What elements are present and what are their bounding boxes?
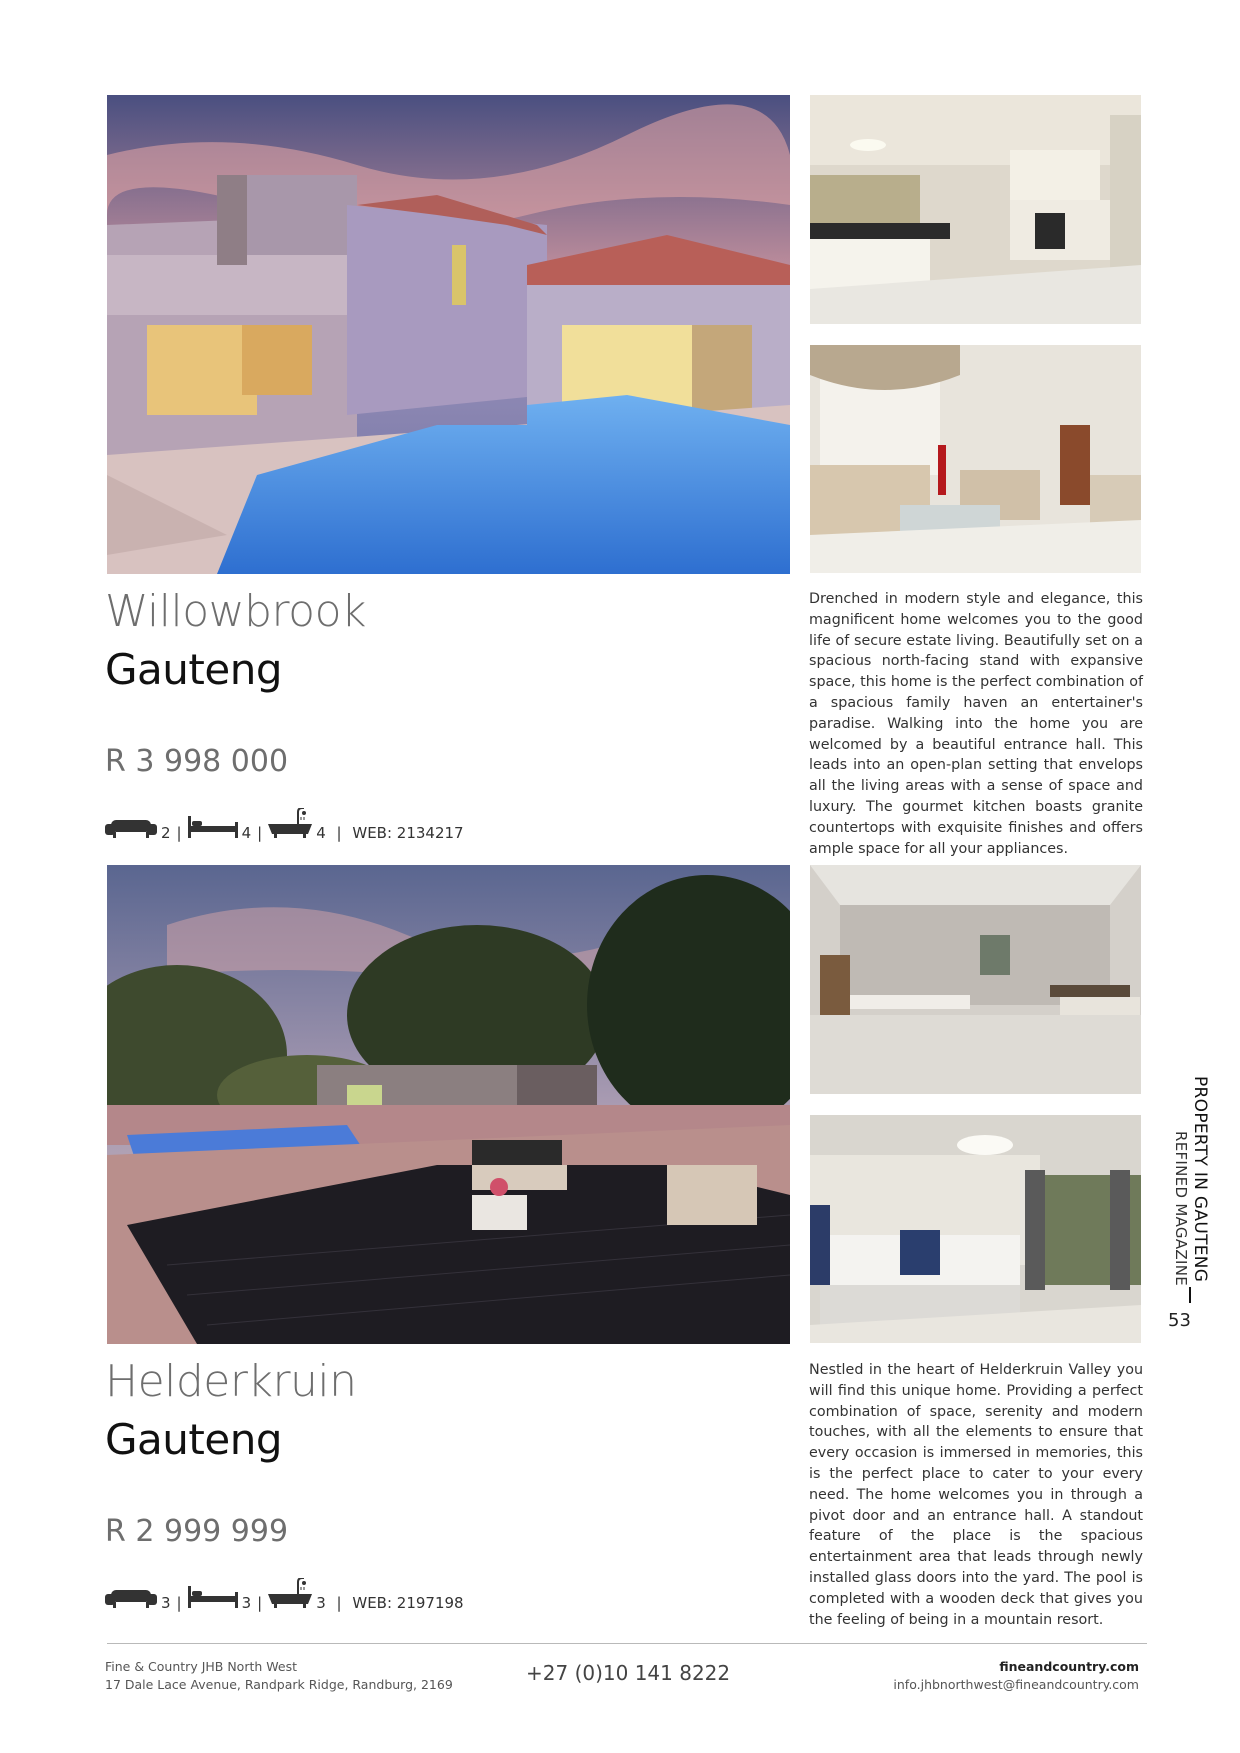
footer-phone[interactable]: +27 (0)10 141 8222 (526, 1661, 731, 1685)
listing-1-kitchen-photo (810, 95, 1141, 324)
separator: | (331, 1594, 347, 1612)
sofa-icon (105, 814, 157, 842)
footer-website[interactable]: fineandcountry.com (999, 1659, 1139, 1674)
listing-1-baths: 4 (316, 824, 326, 842)
bath-icon (268, 808, 312, 842)
footer-divider (107, 1643, 1147, 1644)
listing-1-specs (105, 812, 464, 842)
separator: | (176, 1594, 182, 1612)
listing-1-main-photo (107, 95, 790, 574)
separator: | (257, 1594, 263, 1612)
listing-1-lounges: 2 (161, 824, 171, 842)
separator: | (331, 824, 347, 842)
listing-2-bedroom-photo (810, 1115, 1141, 1343)
bath-icon (268, 1578, 312, 1612)
listing-2-region: Gauteng (105, 1415, 282, 1464)
listing-2-main-photo (107, 865, 790, 1344)
footer-email[interactable]: info.jhbnorthwest@fineandcountry.com (893, 1677, 1139, 1692)
side-subtitle-block (1171, 1131, 1190, 1286)
footer-address: 17 Dale Lace Avenue, Randpark Ridge, Randburg, 2169 (105, 1677, 453, 1692)
footer-company: Fine & Country JHB North West (105, 1659, 297, 1674)
listing-2-specs (105, 1582, 464, 1612)
sofa-icon (105, 1584, 157, 1612)
listing-1-lounge-photo (810, 345, 1141, 573)
separator: | (257, 824, 263, 842)
listing-1-description: Drenched in modern style and elegance, this magnificent home welcomes you to the good life of secure estate living. Beautifully set on a spacious north-facing stand with expansive space, this home is the perfect combination of a spacious family haven an entertainer's paradise. Walking into the home you are welcomed by a beautiful entrance hall. This leads into an open-plan setting that envelops all the living areas with a sense of space and luxury. The gourmet kitchen boasts granite countertops with exquisite finishes and offers ample space for all your appliances. (809, 591, 1143, 857)
page-number: 53 (1168, 1310, 1191, 1331)
listing-2-web-ref: WEB: 2197198 (352, 1594, 464, 1612)
listing-2-beds: 3 (241, 1594, 252, 1612)
side-divider (1189, 1287, 1191, 1303)
side-title-block (1190, 1076, 1210, 1282)
bed-icon (188, 814, 238, 842)
listing-1-price: R 3 998 000 (105, 744, 289, 779)
separator: | (176, 824, 182, 842)
footer-right (893, 1658, 1139, 1694)
listing-2-place: Helderkruin (105, 1356, 357, 1407)
side-subtitle: REFINED MAGAZINE (1172, 1131, 1190, 1286)
listing-1-region: Gauteng (105, 645, 282, 694)
side-title: PROPERTY IN GAUTENG (1190, 1076, 1210, 1283)
listing-1-place: Willowbrook (105, 586, 366, 637)
footer-left (105, 1658, 453, 1694)
listing-2-description: Nestled in the heart of Helderkruin Valley you will find this unique home. Providing a perfect combination of space, serenity and modern touches, with all the elements to ensure that every occasion is immersed in memories, this is the perfect place to cater to your every need. The home welcomes you in through a pivot door and an entrance hall. A standout feature of the place is the spacious entertainment area that leads through newly installed glass doors into the yard. The pool is completed with a wooden deck that gives you the feeling of being in a mountain resort. (809, 1362, 1143, 1628)
listing-2-dining-photo (810, 865, 1141, 1094)
bed-icon (188, 1584, 238, 1612)
listing-1-web-ref: WEB: 2134217 (352, 824, 464, 842)
listing-2-price: R 2 999 999 (105, 1514, 289, 1549)
listing-1-beds: 4 (241, 824, 252, 842)
listing-2-baths: 3 (316, 1594, 326, 1612)
listing-2-lounges: 3 (161, 1594, 171, 1612)
